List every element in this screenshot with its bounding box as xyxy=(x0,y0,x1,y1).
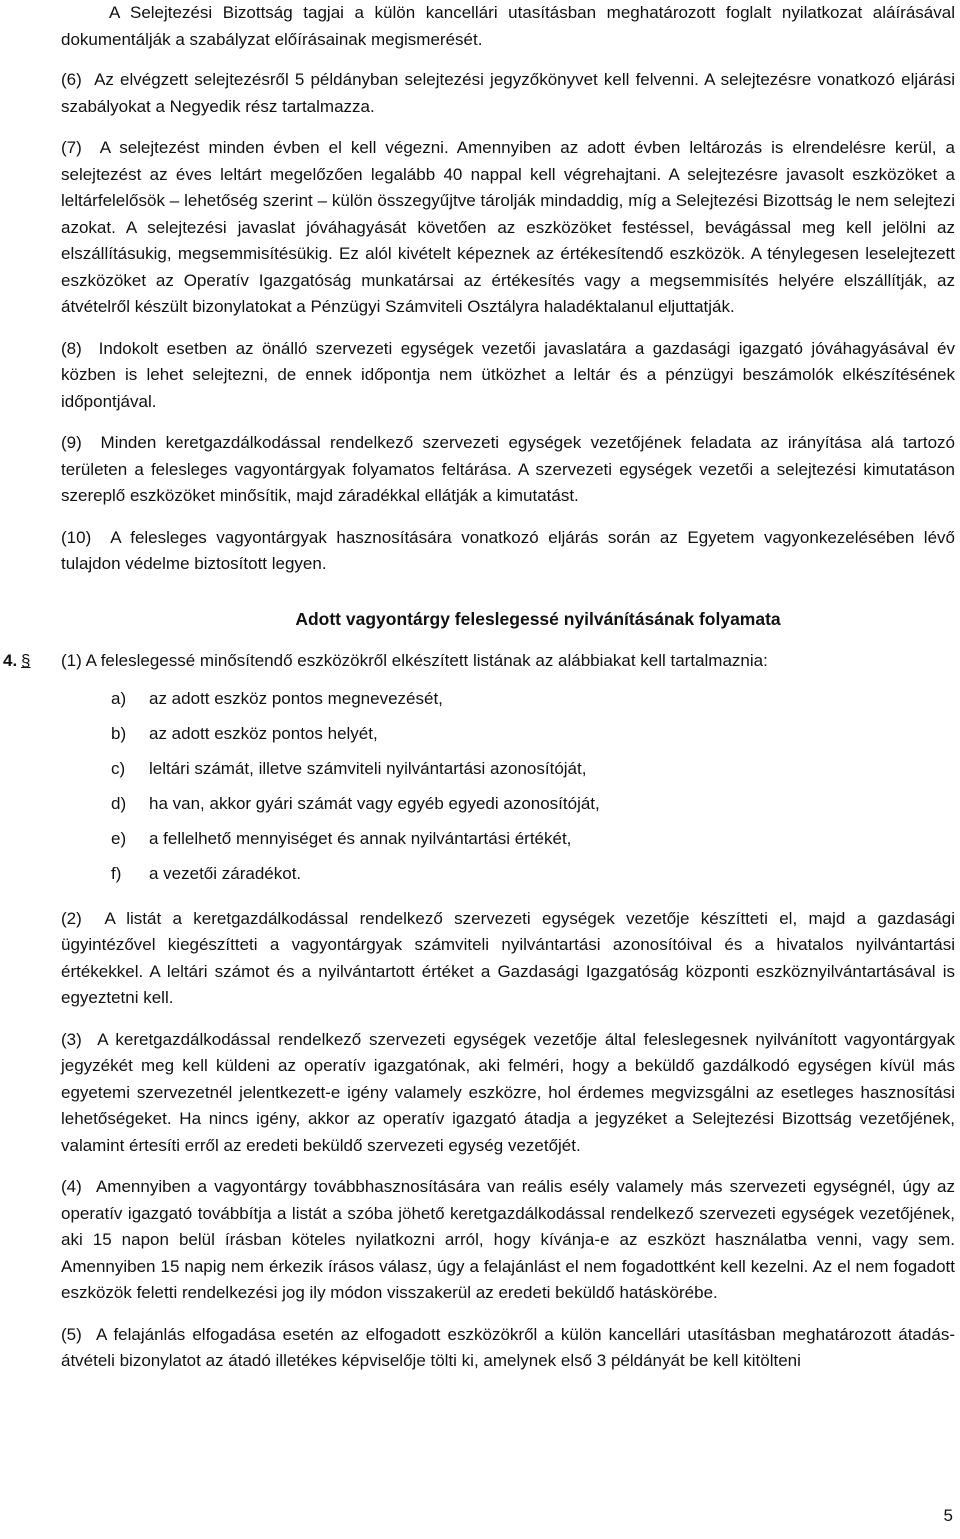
list-marker: b) xyxy=(111,723,127,743)
section-heading: Adott vagyontárgy feleslegessé nyilvánításának folyamata xyxy=(295,608,781,629)
paragraph-number: (5) xyxy=(61,1324,82,1344)
paragraphs-bottom xyxy=(61,891,955,1375)
list-item-text: az adott eszköz pontos megnevezését, xyxy=(149,688,443,708)
paragraph xyxy=(61,1174,955,1307)
paragraph xyxy=(61,0,955,53)
paragraph-number: (10) xyxy=(61,527,92,547)
list-item xyxy=(61,786,955,821)
list-item-text: a fellelhető mennyiséget és annak nyilvántartási értékét, xyxy=(149,828,572,848)
list-item xyxy=(61,821,955,856)
paragraph-text: A selejtezést minden évben el kell végezni. Amennyiben az adott évben leltározás is elrendelésre kerül, a selejtezést az éves leltárt megelőzően legalább 40 nappal kell végrehajtani. A selejtezésre javasolt eszközöket a leltárfelelősök – lehetőség szerint – külön összegyűjtve tárolják mindaddig, míg a Selejtezési Bizottság le nem selejtezi azokat. A selejtezési javaslat jóváhagyását követően az eszközöket festéssel, bevágással meg kell jelölni az elszállításukig, megsemmisítésükig. Ez alól kivételt képeznek az értékesítendő eszközök. A ténylegesen leselejtezett eszközöket az Operatív Igazgatóság munkatársai az értékesítés vagy a megsemmisítés helyére elszállítják, az átvételről készült bizonylatokat a Pénzügyi Számviteli Osztályra haladéktalanul eljuttatják. xyxy=(61,138,955,316)
list-item-text: ha van, akkor gyári számát vagy egyéb egyedi azonosítóját, xyxy=(149,793,600,813)
paragraph-text: A felajánlás elfogadása esetén az elfogadott eszközökről a külön kancellári utasításban meghatározott átadás-átvételi bizonylatot az átadó illetékes képviselője tölti ki, amelynek első 3 példányát be kell kitölteni xyxy=(61,1324,955,1370)
list-item-text: a vezetői záradékot. xyxy=(149,863,302,883)
section-sign: § xyxy=(21,651,31,670)
paragraph-text: Indokolt esetben az önálló szervezeti egységek vezetői javaslatára a gazdasági igazgató jóváhagyásával év közben is lehet selejtezni, de ennek időpontja nem ütközhet a leltár és a pénzügyi beszámolók elkészítésének időpontjával. xyxy=(61,338,955,411)
list-marker: d) xyxy=(111,793,127,813)
list-marker: a) xyxy=(111,688,127,708)
section-number: 4. xyxy=(3,651,18,670)
list-item xyxy=(61,716,955,751)
list-item-text: leltári számát, illetve számviteli nyilvántartási azonosítóját, xyxy=(149,758,587,778)
document-page xyxy=(3,0,955,1375)
paragraph-text: Az elvégzett selejtezésről 5 példányban selejtezési jegyzőkönyvet kell felvenni. A selejtezésre vonatkozó eljárási szabályokat a Negyedik rész tartalmazza. xyxy=(61,70,955,116)
paragraph xyxy=(61,906,955,1012)
paragraph-number: (1) xyxy=(61,651,82,670)
paragraph-number: (6) xyxy=(61,70,82,89)
paragraph-text: A keretgazdálkodással rendelkező szervezeti egységek vezetője által feleslegesnek nyilvánított vagyontárgyak jegyzékét meg kell küldeni az operatív igazgatónak, aki felméri, hogy a beküldő gazdálkodó egységen kívül más egyetemi szervezetnél jelentkezett-e igény valamely eszközre, hol érdemes megvizsgálni az esetleges hasznosítási lehetőségeket. Ha nincs igény, akkor az operatív igazgató átadja a jegyzéket a Selejtezési Bizottság vezetőjének, valamint értesíti erről az eredeti beküldő szervezeti egység vezetőjét. xyxy=(61,1029,955,1155)
paragraph-text: Amennyiben a vagyontárgy továbbhasznosítására van reális esély valamely más szervezeti egységnél, úgy az operatív igazgató továbbítja a listát a szóba jöhető keretgazdálkodással rendelkező szervezeti egységek vezetőjének, aki 15 napon belül írásban köteles nyilatkozni arról, hogy kívánja-e az eszközt használatba venni, vagy sem. Amennyiben 15 napig nem érkezik írásos válasz, úgy a felajánlást el nem fogadottként kell kezelni. Az el nem fogadott eszközök feletti rendelkezési jog ily módon visszakerül az eredeti beküldő hatáskörébe. xyxy=(61,1177,955,1302)
paragraph-text: A listát a keretgazdálkodással rendelkező szervezeti egységek vezetője készítteti el, majd a gazdasági ügyintézővel kiegészítteti a vagyontárgyak számviteli nyilvántartási azonosítóival és a hivatalos nyilvántartási értékekkel. A leltári számot és a nyilvántartott értéket a Gazdasági Igazgatóság központi eszköznyilvántartásával is egyeztetni kell. xyxy=(61,908,955,1007)
list-marker: e) xyxy=(111,828,127,848)
paragraph-number: (3) xyxy=(61,1029,82,1049)
list-item xyxy=(61,751,955,786)
paragraph xyxy=(61,430,955,510)
section-4 xyxy=(3,648,955,891)
paragraph-number: (2) xyxy=(61,908,82,928)
paragraph-text: A felesleges vagyontárgyak hasznosítására vonatkozó eljárás során az Egyetem vagyonkezelésében lévő tulajdon védelme biztosított legyen. xyxy=(61,527,955,573)
paragraphs-top xyxy=(61,0,955,578)
paragraph-text: A Selejtezési Bizottság tagjai a külön kancellári utasításban meghatározott foglalt nyilatkozat aláírásával dokumentálják a szabályzat előírásainak megismerését. xyxy=(61,3,955,49)
paragraph-text: Minden keretgazdálkodással rendelkező szervezeti egységek vezetőjének feladata az irányítása alá tartozó területen a felesleges vagyontárgyak folyamatos feltárása. A szervezeti egységek vezetői a selejtezési kimutatáson szereplő eszközöket minősítik, majd záradékkal ellátják a kimutatást. xyxy=(61,433,955,505)
list-item xyxy=(61,681,955,716)
paragraph xyxy=(61,1322,955,1375)
list-marker: c) xyxy=(111,758,126,778)
paragraph-number: (9) xyxy=(61,433,82,452)
list-marker: f) xyxy=(111,863,122,883)
list-item-text: az adott eszköz pontos helyét, xyxy=(149,723,378,743)
list-item xyxy=(61,856,955,891)
paragraph xyxy=(61,525,955,578)
paragraph xyxy=(61,67,955,120)
paragraph-text: A feleslegessé minősítendő eszközökről elkészített listának az alábbiakat kell tartalmaznia: xyxy=(85,651,768,670)
paragraph-number: (8) xyxy=(61,338,82,358)
paragraph xyxy=(61,336,955,416)
paragraph-number: (7) xyxy=(61,138,82,157)
paragraph-number: (4) xyxy=(61,1177,82,1196)
requirements-list xyxy=(61,681,955,891)
page-number: 5 xyxy=(943,1505,953,1525)
paragraph xyxy=(61,135,955,321)
paragraph xyxy=(61,1027,955,1160)
section-intro xyxy=(61,648,955,675)
